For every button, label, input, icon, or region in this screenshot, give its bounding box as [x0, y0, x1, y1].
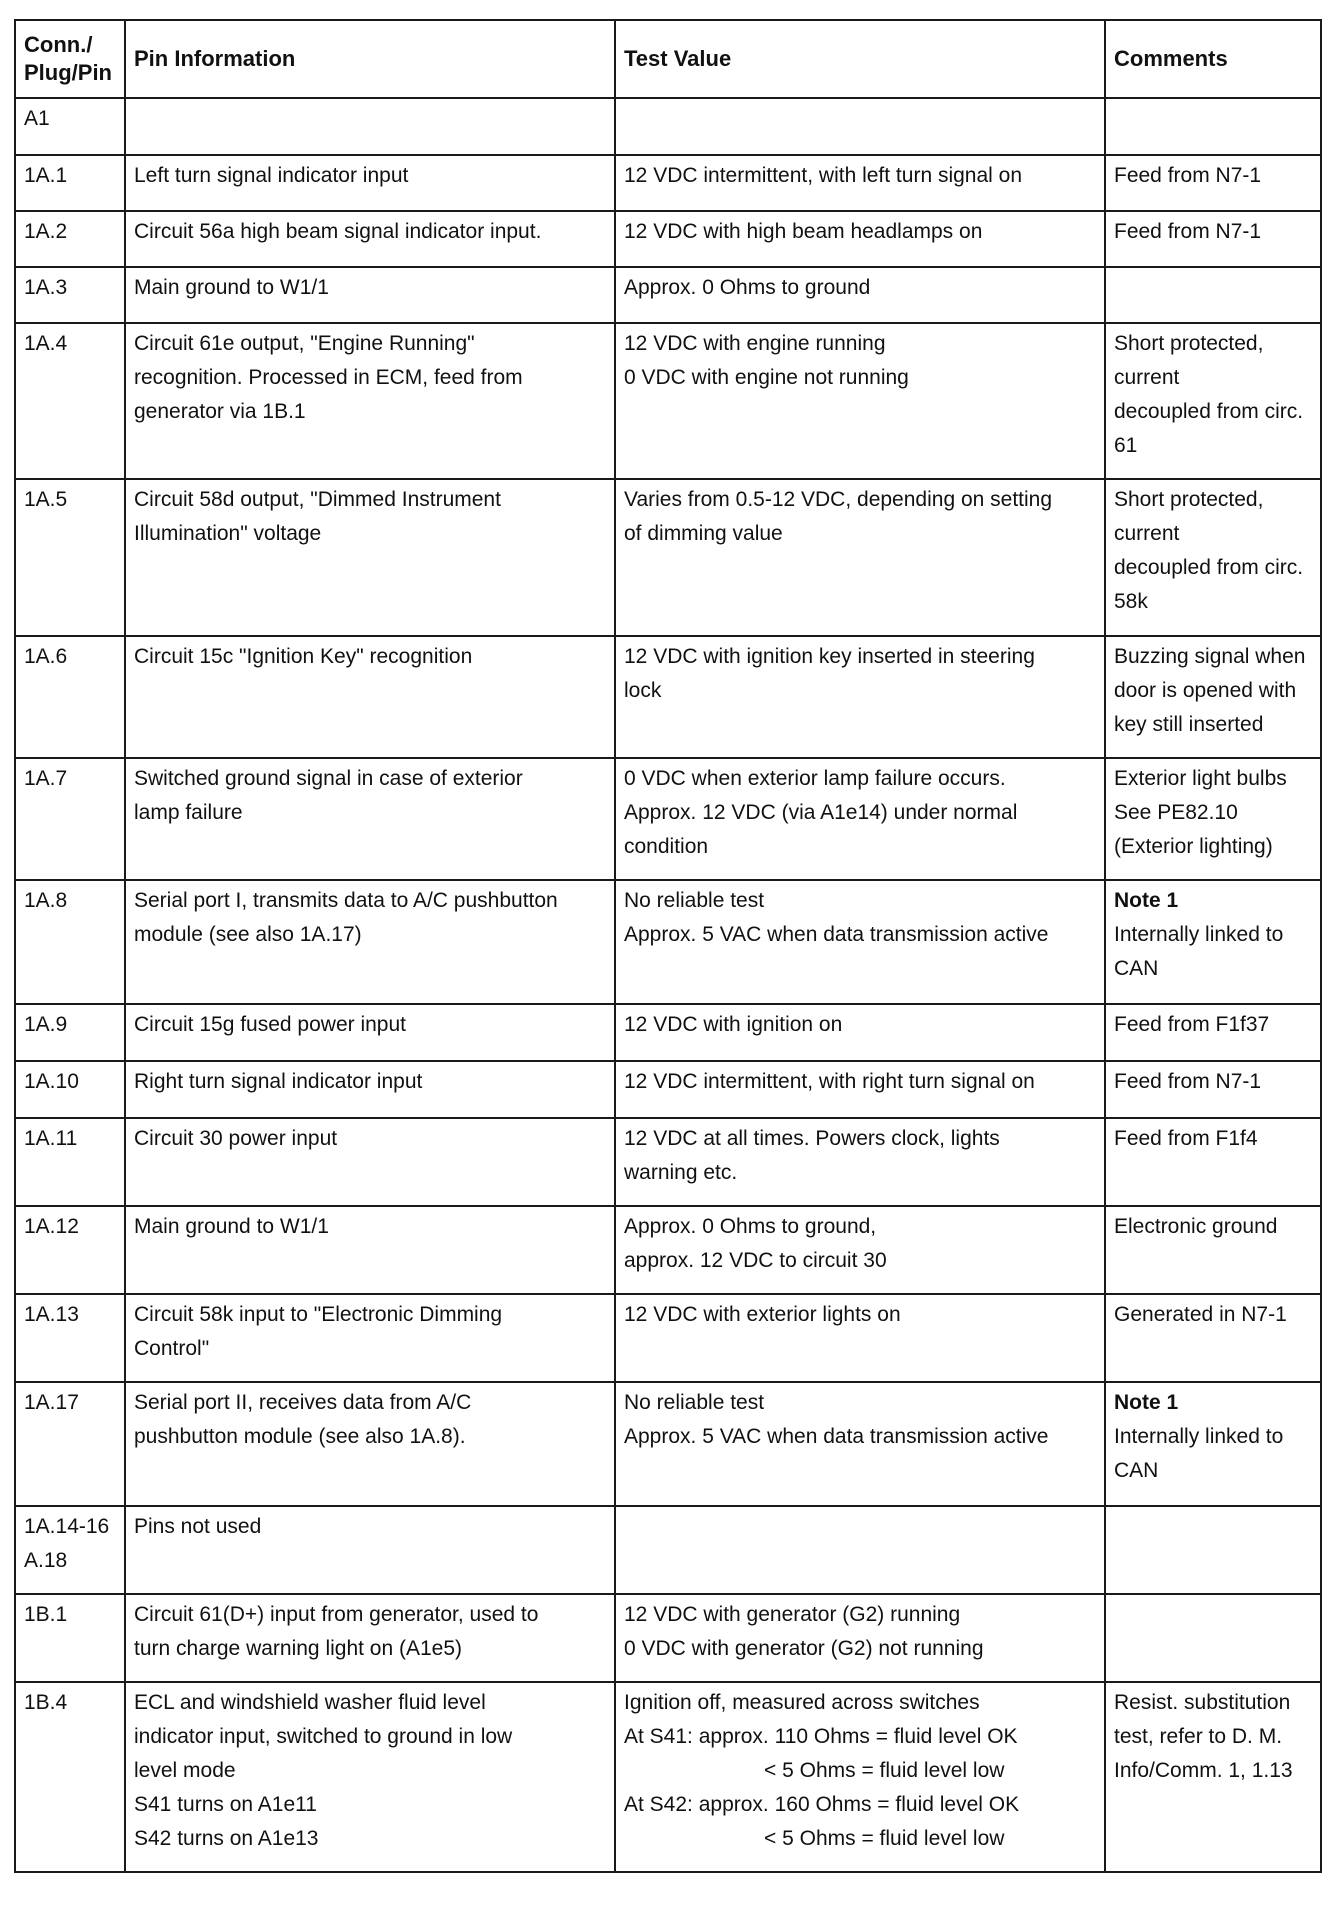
test-value-cell — [615, 155, 1105, 211]
pin-info-cell-line: Right turn signal indicator input — [134, 1070, 423, 1093]
pin-cell — [15, 479, 125, 636]
comment-note-label: Note 1 — [1114, 889, 1179, 912]
pin-cell — [15, 636, 125, 758]
comments-cell — [1105, 880, 1321, 1004]
pin-cell — [15, 98, 125, 155]
comments-cell-line: door is opened with — [1114, 679, 1297, 702]
test-value-cell — [615, 758, 1105, 880]
test-value-cell-line: Approx. 5 VAC when data transmission active — [624, 923, 1049, 946]
pin-info-cell — [125, 1118, 615, 1206]
comments-cell-line: Buzzing signal when — [1114, 645, 1306, 668]
test-value-cell — [615, 1206, 1105, 1294]
comments-cell — [1105, 479, 1321, 636]
pin-cell — [15, 758, 125, 880]
test-value-cell-line: 0 VDC when exterior lamp failure occurs. — [624, 767, 1006, 790]
table-row — [15, 1594, 1321, 1682]
test-value-cell — [615, 1118, 1105, 1206]
pin-info-cell — [125, 1004, 615, 1061]
table-row — [15, 323, 1321, 479]
table-row — [15, 1506, 1321, 1594]
table-row — [15, 758, 1321, 880]
test-value-cell-line: 12 VDC with engine running — [624, 332, 886, 355]
pin-cell — [15, 1594, 125, 1682]
table-row — [15, 1294, 1321, 1382]
pin-info-cell — [125, 1206, 615, 1294]
pin-cell — [15, 1682, 125, 1872]
comments-cell — [1105, 98, 1321, 155]
pin-info-cell — [125, 1682, 615, 1872]
comments-cell-line: Generated in N7-1 — [1114, 1303, 1287, 1326]
comments-cell-line: Resist. substitution — [1114, 1691, 1291, 1714]
table-row — [15, 1118, 1321, 1206]
comments-cell — [1105, 1594, 1321, 1682]
pin-info-cell — [125, 1061, 615, 1118]
test-value-cell-line: 12 VDC intermittent, with left turn signal on — [624, 164, 1023, 187]
table-row — [15, 1206, 1321, 1294]
test-value-cell-line: 12 VDC with exterior lights on — [624, 1303, 901, 1326]
pin-cell — [15, 1118, 125, 1206]
pin-cell-line: 1A.2 — [24, 220, 68, 243]
pin-info-cell-line: module (see also 1A.17) — [134, 923, 362, 946]
test-value-cell-line: Varies from 0.5-12 VDC, depending on setting — [624, 488, 1053, 511]
test-value-cell — [615, 479, 1105, 636]
pin-cell — [15, 1061, 125, 1118]
pin-cell-line: 1A.4 — [24, 332, 68, 355]
comments-cell-line: See PE82.10 — [1114, 801, 1238, 824]
pin-cell-line: 1A.6 — [24, 645, 68, 668]
test-value-cell-line: of dimming value — [624, 522, 783, 545]
table-row — [15, 636, 1321, 758]
comments-cell — [1105, 758, 1321, 880]
pin-cell-line: 1A.1 — [24, 164, 68, 187]
test-value-cell-line: 12 VDC with high beam headlamps on — [624, 220, 983, 243]
pin-info-cell-line: Circuit 61(D+) input from generator, used to — [134, 1603, 539, 1626]
comments-cell-line: Short protected, — [1114, 488, 1264, 511]
pin-info-cell-line: Main ground to W1/1 — [134, 1215, 329, 1238]
pin-info-cell — [125, 1594, 615, 1682]
table-row — [15, 1061, 1321, 1118]
header-comments: Comments — [1105, 20, 1321, 98]
comment-note-label: Note 1 — [1114, 1391, 1179, 1414]
comments-cell-line: CAN — [1114, 957, 1159, 980]
pin-info-cell — [125, 479, 615, 636]
comments-cell-line: Info/Comm. 1, 1.13 — [1114, 1759, 1293, 1782]
pin-info-cell — [125, 880, 615, 1004]
test-value-cell-line: 12 VDC with generator (G2) running — [624, 1603, 961, 1626]
pin-cell-line: 1A.12 — [24, 1215, 79, 1238]
comments-cell-line: Feed from N7-1 — [1114, 164, 1262, 187]
pin-info-cell-line: Left turn signal indicator input — [134, 164, 409, 187]
pin-info-cell — [125, 1506, 615, 1594]
comments-cell-line: key still inserted — [1114, 713, 1264, 736]
comments-cell — [1105, 155, 1321, 211]
pin-cell-line: 1A.10 — [24, 1070, 79, 1093]
comments-cell — [1105, 1294, 1321, 1382]
test-value-cell-line: Approx. 0 Ohms to ground, — [624, 1215, 877, 1238]
pin-cell-line: 1B.4 — [24, 1691, 68, 1714]
pin-cell — [15, 211, 125, 267]
pin-cell-line: 1A.5 — [24, 488, 68, 511]
table-row — [15, 1382, 1321, 1506]
pin-cell-line: 1A.7 — [24, 767, 68, 790]
comments-cell — [1105, 1206, 1321, 1294]
test-value-cell-line: 0 VDC with engine not running — [624, 366, 909, 389]
test-value-cell — [615, 211, 1105, 267]
comments-cell — [1105, 323, 1321, 479]
table-row — [15, 98, 1321, 155]
test-value-cell-line: At S41: approx. 110 Ohms = fluid level OK — [624, 1725, 1018, 1748]
pin-info-cell — [125, 323, 615, 479]
pin-cell — [15, 1294, 125, 1382]
pin-info-cell-line: Circuit 56a high beam signal indicator input. — [134, 220, 542, 243]
pin-info-cell-line: Circuit 30 power input — [134, 1127, 338, 1150]
pin-info-cell — [125, 758, 615, 880]
test-value-cell — [615, 1061, 1105, 1118]
comments-cell — [1105, 1061, 1321, 1118]
table-row — [15, 1682, 1321, 1872]
test-value-cell — [615, 98, 1105, 155]
test-value-cell-line: 0 VDC with generator (G2) not running — [624, 1637, 984, 1660]
header-conn-line: Conn./ — [24, 32, 93, 57]
test-value-cell — [615, 1004, 1105, 1061]
comments-cell-line: Feed from N7-1 — [1114, 1070, 1262, 1093]
comments-cell — [1105, 1118, 1321, 1206]
pin-cell-line: 1A.8 — [24, 889, 68, 912]
pin-info-cell-line: Circuit 15c "Ignition Key" recognition — [134, 645, 473, 668]
pin-info-cell-line: turn charge warning light on (A1e5) — [134, 1637, 463, 1660]
pin-info-cell-line: S41 turns on A1e11 — [134, 1793, 317, 1816]
comments-cell-line: current — [1114, 366, 1180, 389]
pin-cell-line: 1A.9 — [24, 1013, 68, 1036]
test-value-cell-line: Ignition off, measured across switches — [624, 1691, 980, 1714]
pin-info-cell-line: indicator input, switched to ground in low — [134, 1725, 513, 1748]
pin-cell — [15, 323, 125, 479]
pin-info-cell-line: pushbutton module (see also 1A.8). — [134, 1425, 466, 1448]
table-row — [15, 1004, 1321, 1061]
comments-cell-line: Feed from F1f37 — [1114, 1013, 1270, 1036]
pin-cell-line: 1A.11 — [24, 1127, 78, 1150]
pin-info-cell-line: level mode — [134, 1759, 236, 1782]
header-test-value: Test Value — [615, 20, 1105, 98]
table-row — [15, 267, 1321, 323]
pin-info-cell-line: Circuit 61e output, "Engine Running" — [134, 332, 475, 355]
pin-info-cell-line: Illumination" voltage — [134, 522, 322, 545]
pin-info-cell-line: Serial port I, transmits data to A/C pushbutton — [134, 889, 558, 912]
comments-cell-line: Electronic ground — [1114, 1215, 1278, 1238]
pin-info-cell-line: Serial port II, receives data from A/C — [134, 1391, 472, 1414]
table-header-row — [15, 20, 1321, 98]
pin-info-cell — [125, 1382, 615, 1506]
test-value-cell — [615, 636, 1105, 758]
comments-cell — [1105, 211, 1321, 267]
test-value-cell-line: 12 VDC intermittent, with right turn signal on — [624, 1070, 1035, 1093]
pin-info-cell-line: Switched ground signal in case of exterior — [134, 767, 523, 790]
pin-info-cell-line: Circuit 15g fused power input — [134, 1013, 406, 1036]
test-value-cell-line: 12 VDC with ignition key inserted in steering — [624, 645, 1035, 668]
pin-info-cell-line: Pins not used — [134, 1515, 262, 1538]
pin-info-cell — [125, 155, 615, 211]
pin-cell-line: 1A.17 — [24, 1391, 79, 1414]
comments-cell-line: 58k — [1114, 590, 1148, 613]
test-value-cell-line: condition — [624, 835, 709, 858]
comments-cell-line: Exterior light bulbs — [1114, 767, 1287, 790]
pin-cell — [15, 1004, 125, 1061]
table-row — [15, 880, 1321, 1004]
header-conn-plug-pin — [15, 20, 125, 98]
pin-info-cell-line: S42 turns on A1e13 — [134, 1827, 319, 1850]
test-value-cell-line: Approx. 12 VDC (via A1e14) under normal — [624, 801, 1018, 824]
pin-info-cell — [125, 267, 615, 323]
test-value-cell-line: 12 VDC with ignition on — [624, 1013, 843, 1036]
pin-test-table — [14, 19, 1322, 1873]
test-value-cell — [615, 1294, 1105, 1382]
test-value-cell-line: lock — [624, 679, 662, 702]
comments-cell-line: (Exterior lighting) — [1114, 835, 1273, 858]
comments-cell-line: Short protected, — [1114, 332, 1264, 355]
pin-cell — [15, 880, 125, 1004]
test-value-cell — [615, 1506, 1105, 1594]
comments-cell — [1105, 1682, 1321, 1872]
pin-cell — [15, 1206, 125, 1294]
pin-info-cell-line: ECL and windshield washer fluid level — [134, 1691, 486, 1714]
test-value-cell-line: 12 VDC at all times. Powers clock, lights — [624, 1127, 1000, 1150]
pin-info-cell-line: Circuit 58k input to "Electronic Dimming — [134, 1303, 503, 1326]
comments-cell-line: CAN — [1114, 1459, 1159, 1482]
comments-cell — [1105, 1506, 1321, 1594]
header-pin-information: Pin Information — [125, 20, 615, 98]
header-plug-pin-line: Plug/Pin — [24, 60, 112, 85]
pin-info-cell-line: lamp failure — [134, 801, 243, 824]
test-value-cell — [615, 1682, 1105, 1872]
comments-cell-line: current — [1114, 522, 1180, 545]
table-row — [15, 211, 1321, 267]
comments-cell-line: decoupled from circ. — [1114, 400, 1304, 423]
pin-info-cell-line: Main ground to W1/1 — [134, 276, 329, 299]
test-value-cell-line: < 5 Ohms = fluid level low — [764, 1827, 1005, 1850]
comments-cell-line: 61 — [1114, 434, 1138, 457]
test-value-cell — [615, 323, 1105, 479]
pin-info-cell-line: Circuit 58d output, "Dimmed Instrument — [134, 488, 501, 511]
test-value-cell-line: warning etc. — [624, 1161, 738, 1184]
pin-cell-line: 1A.14-16 — [24, 1515, 110, 1538]
pin-info-cell — [125, 98, 615, 155]
test-value-cell-line: < 5 Ohms = fluid level low — [764, 1759, 1005, 1782]
test-value-cell — [615, 1382, 1105, 1506]
test-value-cell — [615, 880, 1105, 1004]
test-value-cell-line: No reliable test — [624, 1391, 765, 1414]
pin-cell-line: A.18 — [24, 1549, 68, 1572]
pin-cell-line: 1A.13 — [24, 1303, 79, 1326]
comments-cell — [1105, 1382, 1321, 1506]
pin-cell — [15, 155, 125, 211]
pin-cell — [15, 1506, 125, 1594]
comments-cell-line: Feed from N7-1 — [1114, 220, 1262, 243]
pin-info-cell-line: Control" — [134, 1337, 210, 1360]
table-row — [15, 479, 1321, 636]
pin-cell — [15, 1382, 125, 1506]
comments-cell-line: Internally linked to — [1114, 1425, 1284, 1448]
comments-cell-line: test, refer to D. M. — [1114, 1725, 1283, 1748]
comments-cell-line: decoupled from circ. — [1114, 556, 1304, 579]
pin-cell-line: 1A.3 — [24, 276, 68, 299]
pin-info-cell — [125, 1294, 615, 1382]
pin-cell — [15, 267, 125, 323]
test-value-cell — [615, 267, 1105, 323]
test-value-cell-line: No reliable test — [624, 889, 765, 912]
pin-info-cell — [125, 636, 615, 758]
comments-cell — [1105, 636, 1321, 758]
pin-info-cell — [125, 211, 615, 267]
test-value-cell-line: Approx. 0 Ohms to ground — [624, 276, 871, 299]
test-value-cell-line: At S42: approx. 160 Ohms = fluid level OK — [624, 1793, 1020, 1816]
comments-cell-line: Internally linked to — [1114, 923, 1284, 946]
pin-info-cell-line: recognition. Processed in ECM, feed from — [134, 366, 523, 389]
pin-info-cell-line: generator via 1B.1 — [134, 400, 306, 423]
pin-cell-line: A1 — [24, 107, 50, 130]
comments-cell — [1105, 1004, 1321, 1061]
comments-cell-line: Feed from F1f4 — [1114, 1127, 1258, 1150]
table-row — [15, 155, 1321, 211]
comments-cell — [1105, 267, 1321, 323]
test-value-cell-line: Approx. 5 VAC when data transmission active — [624, 1425, 1049, 1448]
pin-cell-line: 1B.1 — [24, 1603, 68, 1626]
test-value-cell — [615, 1594, 1105, 1682]
test-value-cell-line: approx. 12 VDC to circuit 30 — [624, 1249, 887, 1272]
